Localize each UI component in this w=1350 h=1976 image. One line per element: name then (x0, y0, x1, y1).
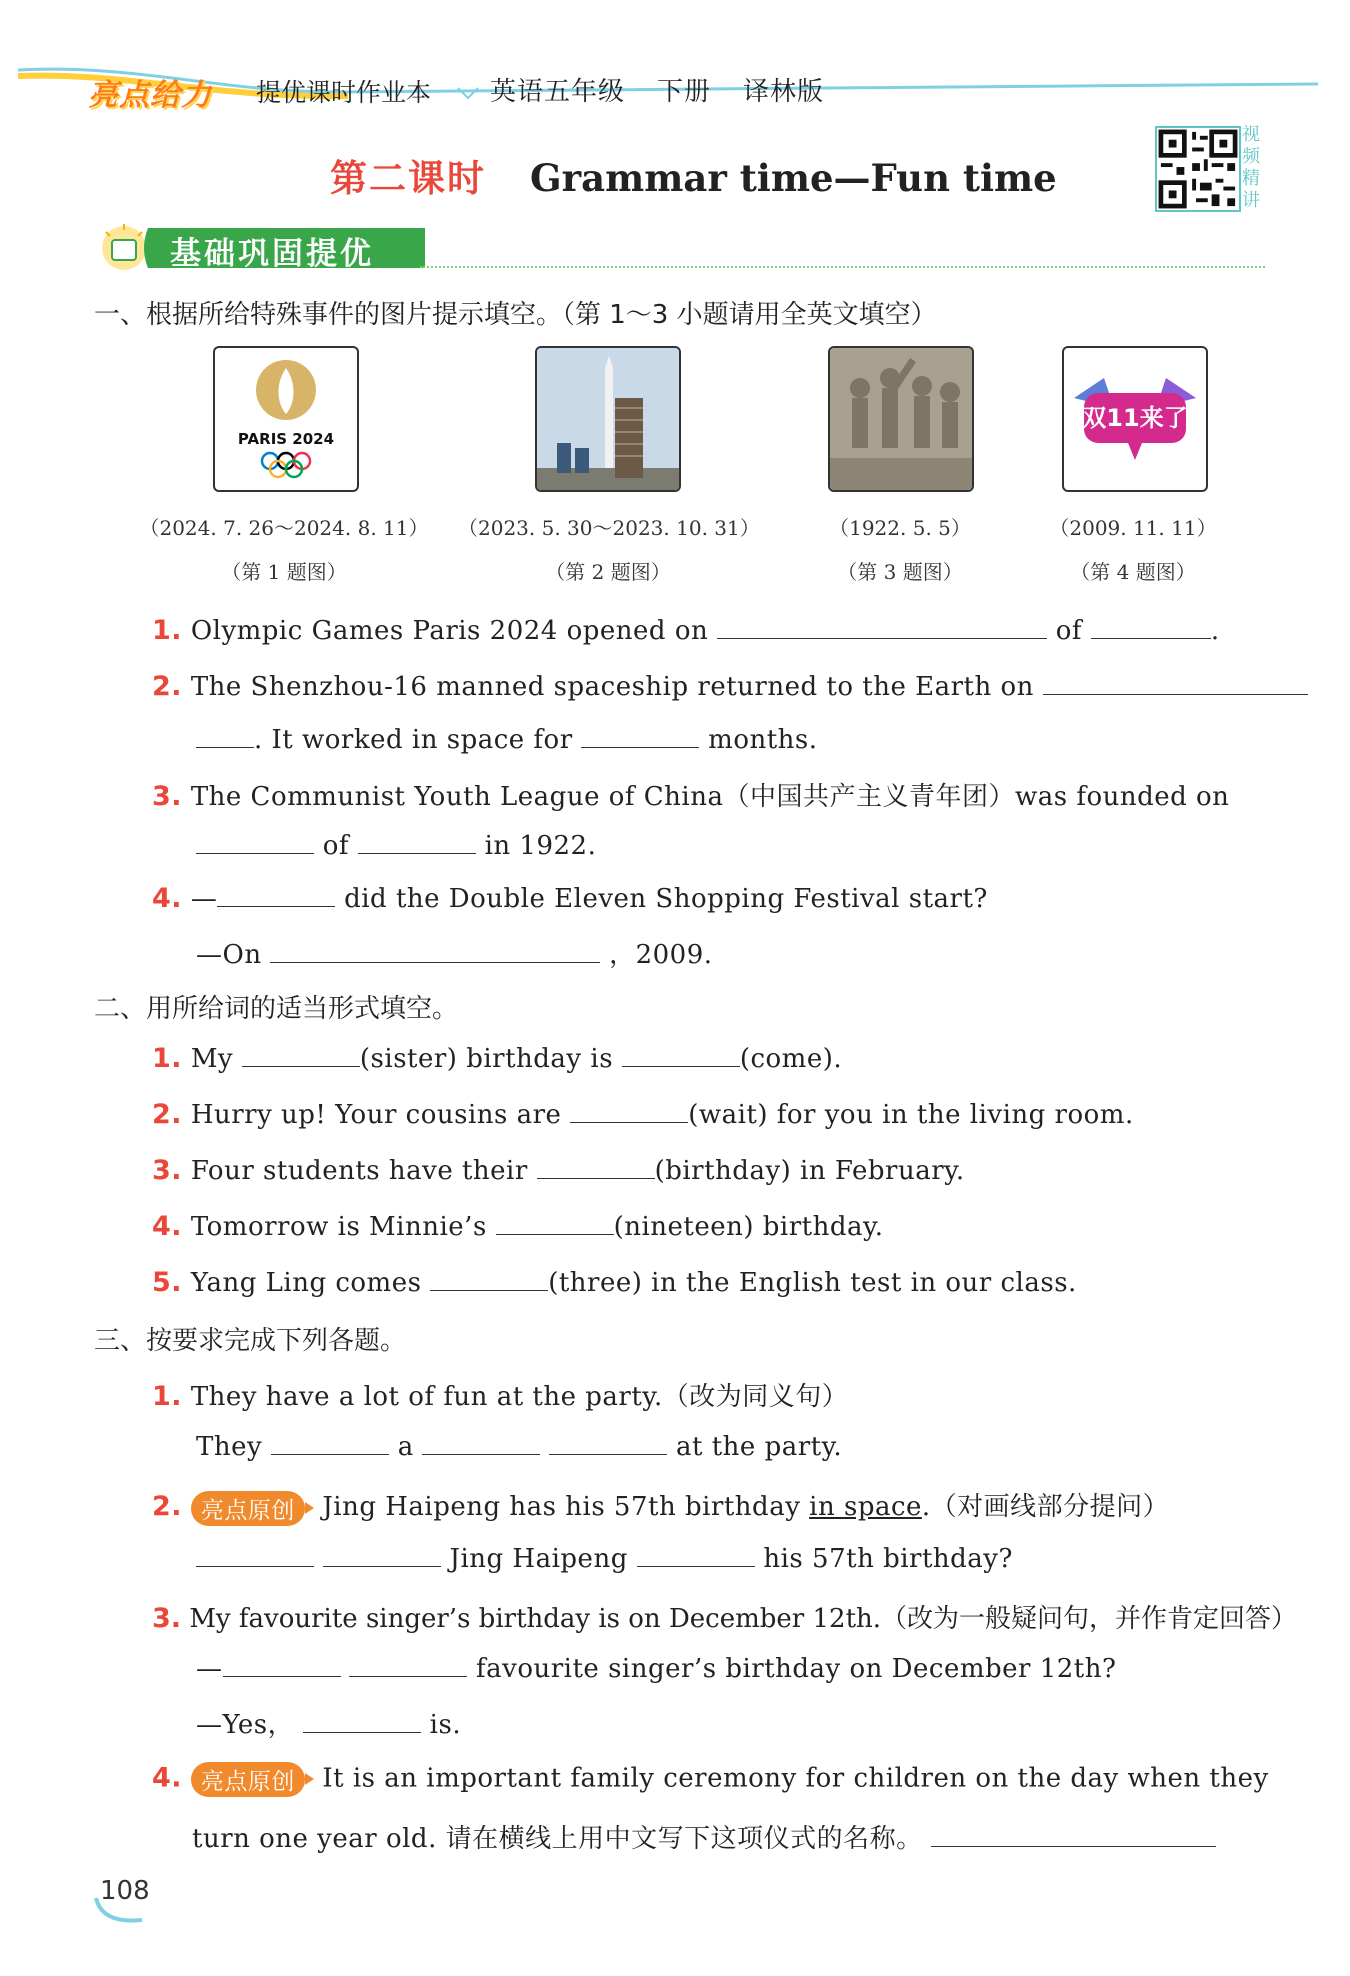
question-text: (wait) for you in the living room. (688, 1100, 1134, 1130)
answer-blank[interactable] (323, 1542, 441, 1567)
answer-blank[interactable] (581, 723, 699, 748)
header-meta (490, 71, 856, 108)
answer-blank[interactable] (1043, 670, 1308, 695)
p2-question-2 (152, 1098, 1134, 1130)
question-text: They have a lot of fun at the party.（改为同义句） (190, 1382, 849, 1412)
answer-blank[interactable] (242, 1042, 360, 1067)
qr-label (1240, 124, 1262, 212)
question-number: 4. (152, 1211, 183, 1242)
answer-blank[interactable] (196, 1542, 314, 1567)
question-text: It is an important family ceremony for children on the day when they (322, 1763, 1269, 1794)
question-text: They (196, 1432, 263, 1462)
question-text: Olympic Games Paris 2024 opened on (190, 616, 709, 646)
image3-caption: （第 3 题图） (837, 560, 963, 584)
question-number: 5. (152, 1267, 183, 1298)
question-text: . (1210, 616, 1220, 646)
answer-blank[interactable] (496, 1210, 614, 1235)
question-text: My favourite singer’s birthday is on December 12th.（改为一般疑问句，并作肯定回答） (189, 1604, 1298, 1634)
paris-logo-text: PARIS 2024 (237, 430, 335, 448)
question-text: Tomorrow is Minnie’s (190, 1212, 487, 1242)
question-number: 2. (152, 1491, 183, 1522)
question-text: (come). (739, 1044, 843, 1074)
question-text: (birthday) in February. (654, 1156, 965, 1186)
question-text: Hurry up! Your cousins are (190, 1100, 562, 1130)
question-text: months. (708, 725, 818, 755)
p1-question-3 (152, 776, 1229, 813)
qr-label-char: 频 (1242, 146, 1260, 167)
question-text: of (1055, 616, 1083, 646)
image1-date: （2024. 7. 26～2024. 8. 11） (139, 516, 429, 540)
question-number: 3. (152, 781, 183, 812)
shenzhou-launch-image (535, 346, 681, 492)
question-text: —Yes， (196, 1710, 295, 1740)
p3-question-2-answer (196, 1542, 1013, 1574)
double-eleven-logo-image (1062, 346, 1208, 492)
original-tag-badge: 亮点原创 (191, 1762, 305, 1797)
double-eleven-logo-text: 双11来了 (1082, 404, 1188, 432)
question-text: favourite singer’s birthday on December 12th? (476, 1654, 1117, 1684)
answer-blank[interactable] (537, 1154, 655, 1179)
question-number: 1. (152, 1381, 183, 1412)
p3-question-3 (152, 1598, 1297, 1635)
p3-question-1 (152, 1376, 848, 1413)
p1-question-2-line2 (196, 723, 818, 755)
p1-question-4-answer (196, 934, 713, 971)
p1-question-2 (152, 670, 1308, 702)
qr-code-icon[interactable] (1155, 126, 1241, 212)
answer-blank[interactable] (637, 1542, 755, 1567)
question-text: .（对画线部分提问） (921, 1492, 1170, 1522)
question-text: of (322, 831, 350, 861)
answer-blank[interactable] (931, 1822, 1216, 1847)
part1-heading: 一、根据所给特殊事件的图片提示填空。（第 1～3 小题请用全英文填空） (94, 300, 937, 330)
header-subtitle: 提优课时作业本 (256, 78, 432, 107)
p3-question-2 (152, 1486, 1169, 1526)
image1-caption: （第 1 题图） (221, 560, 347, 584)
volume-label: 下册 (657, 77, 712, 107)
p3-question-3-line2 (196, 1652, 1116, 1684)
question-text: Jing Haipeng has his 57th birthday (322, 1492, 801, 1522)
question-text: ，2009. (609, 940, 713, 970)
answer-blank[interactable] (1091, 614, 1211, 639)
question-number: 2. (152, 1099, 183, 1130)
question-text: The Shenzhou-16 manned spaceship returned to the Earth on (190, 672, 1034, 702)
question-text: (sister) birthday is (359, 1044, 614, 1074)
lesson-title-en: Grammar time—Fun time (530, 156, 1057, 200)
question-text: . It worked in space for (254, 725, 573, 755)
question-number: 4. (152, 883, 183, 914)
answer-blank[interactable] (271, 1430, 389, 1455)
question-text: (nineteen) birthday. (613, 1212, 884, 1242)
question-text: a (397, 1432, 414, 1462)
qr-label-char: 精 (1242, 168, 1260, 189)
p3-question-4-line2 (192, 1818, 1216, 1855)
p3-question-3-answer (196, 1704, 461, 1741)
image4-date: （2009. 11. 11） (1049, 516, 1217, 540)
question-text: is. (429, 1710, 462, 1740)
image4-caption: （第 4 题图） (1070, 560, 1196, 584)
question-text: The Communist Youth League of China（中国共产主义青年团）was founded on (190, 782, 1230, 812)
p1-question-3-line2 (196, 829, 596, 861)
p2-question-5 (152, 1266, 1077, 1298)
answer-blank[interactable] (422, 1430, 540, 1455)
answer-blank[interactable] (358, 829, 476, 854)
answer-blank[interactable] (196, 723, 254, 748)
question-text: Four students have their (190, 1156, 528, 1186)
image3-date: （1922. 5. 5） (829, 516, 971, 540)
question-text: — (196, 1654, 223, 1684)
question-number: 3. (152, 1155, 183, 1186)
question-text: My (190, 1044, 234, 1074)
p2-question-4 (152, 1210, 884, 1242)
p2-question-3 (152, 1154, 965, 1186)
lesson-title-cn: 第二课时 (330, 156, 486, 200)
question-number: 2. (152, 671, 183, 702)
section-divider (420, 266, 1265, 268)
answer-blank[interactable] (570, 1098, 688, 1123)
question-text: Yang Ling comes (190, 1268, 422, 1298)
may-fourth-relief-image (828, 346, 974, 492)
p3-question-1-answer (196, 1430, 842, 1462)
question-text: his 57th birthday? (763, 1544, 1013, 1574)
question-number: 3. (152, 1603, 182, 1634)
paris-2024-logo-image (213, 346, 359, 492)
part3-heading: 三、按要求完成下列各题。 (94, 1326, 407, 1356)
answer-blank[interactable] (223, 1652, 341, 1677)
question-text: — (190, 884, 218, 914)
original-tag-badge: 亮点原创 (191, 1491, 305, 1526)
answer-blank[interactable] (196, 829, 314, 854)
section-title: 基础巩固提优 (170, 236, 374, 272)
answer-blank[interactable] (549, 1430, 667, 1455)
image2-caption: （第 2 题图） (545, 560, 671, 584)
lesson-title (330, 148, 1057, 202)
answer-blank[interactable] (303, 1708, 421, 1733)
grade-label: 英语五年级 (490, 77, 626, 107)
question-text: at the party. (676, 1432, 843, 1462)
question-number: 1. (152, 1043, 183, 1074)
qr-label-char: 讲 (1242, 190, 1260, 211)
question-text: Jing Haipeng (449, 1544, 628, 1574)
p1-question-1 (152, 614, 1220, 646)
part2-heading: 二、用所给词的适当形式填空。 (94, 994, 459, 1024)
question-text: turn one year old. 请在横线上用中文写下这项仪式的名称。 (192, 1824, 923, 1854)
answer-blank[interactable] (622, 1042, 740, 1067)
question-text: in 1922. (484, 831, 597, 861)
question-text: did the Double Eleven Shopping Festival start? (344, 884, 988, 914)
p1-question-4 (152, 882, 988, 914)
qr-label-char: 视 (1242, 124, 1260, 145)
underlined-text: in space (809, 1492, 922, 1522)
answer-blank[interactable] (270, 938, 600, 963)
p3-question-4 (152, 1762, 1269, 1797)
question-number: 1. (152, 615, 183, 646)
answer-blank[interactable] (349, 1652, 467, 1677)
question-text: —On (196, 940, 262, 970)
page-number: 108 (100, 1876, 150, 1906)
edition-label: 译林版 (743, 77, 825, 107)
question-text: (three) in the English test in our class. (548, 1268, 1077, 1298)
answer-blank[interactable] (717, 614, 1047, 639)
answer-blank[interactable] (217, 882, 335, 907)
p2-question-1 (152, 1042, 842, 1074)
brand-logo: 亮点给力 (88, 78, 212, 113)
question-number: 4. (152, 1762, 183, 1794)
answer-blank[interactable] (430, 1266, 548, 1291)
image2-date: （2023. 5. 30～2023. 10. 31） (458, 516, 760, 540)
